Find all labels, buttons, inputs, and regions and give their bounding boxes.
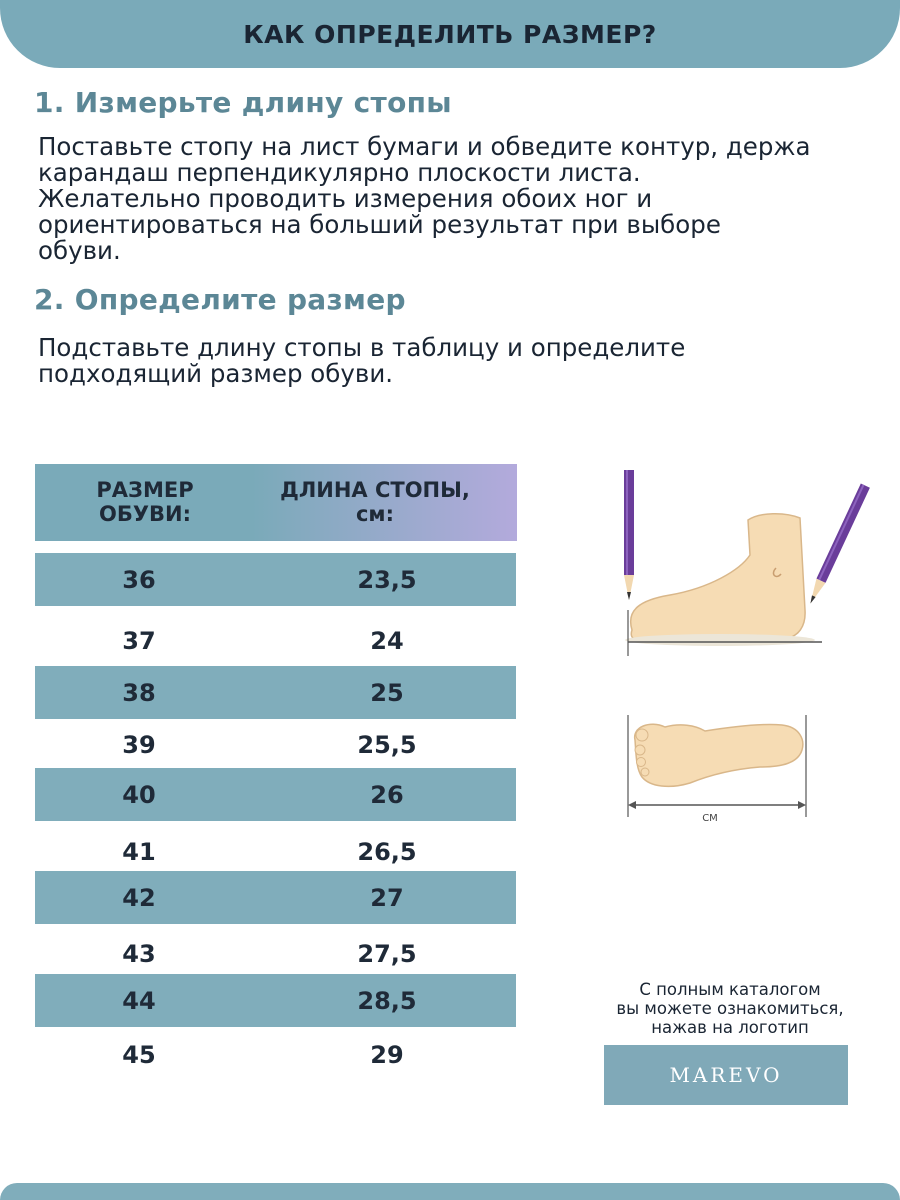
- foot-side-illustration: [600, 460, 870, 660]
- title-banner: [0, 0, 900, 68]
- step1-heading: 1. Измерьте длину стопы: [34, 86, 452, 119]
- marevo-logo-button[interactable]: [604, 1045, 848, 1105]
- table-row: [35, 553, 516, 606]
- shoe-size-cell: 38: [122, 678, 156, 707]
- logo-text: MAREVO: [669, 1063, 783, 1087]
- size-header-line: РАЗМЕР: [96, 478, 194, 502]
- table-row: [35, 871, 516, 924]
- shoe-size-cell: 45: [122, 1040, 156, 1069]
- shoe-size-cell: 36: [122, 565, 156, 594]
- size-table-header: [35, 464, 517, 541]
- step2-line: Подставьте длину стопы в таблицу и определите: [38, 333, 686, 362]
- length-column-header: [255, 478, 495, 526]
- table-row: [35, 927, 516, 980]
- length-header-line: ДЛИНА СТОПЫ,: [280, 478, 470, 502]
- shoe-size-cell: 40: [122, 780, 156, 809]
- shoe-size-cell: 41: [122, 837, 156, 866]
- table-row: [35, 768, 516, 821]
- step1-line: карандаш перпендикулярно плоскости листа.: [38, 158, 641, 187]
- shoe-size-cell: 44: [122, 986, 156, 1015]
- foot-length-cell: 23,5: [357, 565, 417, 594]
- foot-length-cell: 29: [370, 1040, 404, 1069]
- shoe-size-cell: 37: [122, 626, 156, 655]
- step1-line: Желательно проводить измерения обоих ног и: [38, 184, 653, 213]
- step1-text: [38, 134, 858, 264]
- foot-length-cell: 28,5: [357, 986, 417, 1015]
- foot-length-cell: 24: [370, 626, 404, 655]
- catalog-line: вы можете ознакомиться,: [616, 999, 844, 1018]
- step1-line: Поставьте стопу на лист бумаги и обведите контур, держа: [38, 132, 811, 161]
- step1-line: ориентироваться на больший результат при выборе: [38, 210, 721, 239]
- table-row: [35, 614, 516, 667]
- foot-top-shape: [635, 724, 803, 786]
- step2-heading: 2. Определите размер: [34, 283, 406, 316]
- foot-length-cell: 25: [370, 678, 404, 707]
- shoe-size-cell: 39: [122, 730, 156, 759]
- bottom-decor-bar: [0, 1183, 900, 1200]
- foot-length-cell: 27,5: [357, 939, 417, 968]
- page-title: КАК ОПРЕДЕЛИТЬ РАЗМЕР?: [243, 19, 657, 49]
- size-column-header: [75, 478, 215, 526]
- foot-side-shape: [631, 514, 805, 640]
- unit-label: СМ: [702, 813, 718, 824]
- size-header-line: ОБУВИ:: [98, 502, 192, 526]
- step2-text: [38, 335, 858, 387]
- foot-length-cell: 25,5: [357, 730, 417, 759]
- catalog-line: нажав на логотип: [651, 1018, 809, 1037]
- table-row: [35, 974, 516, 1027]
- shoe-size-cell: 42: [122, 883, 156, 912]
- foot-length-cell: 26: [370, 780, 404, 809]
- table-row: [35, 1028, 516, 1081]
- table-row: [35, 666, 516, 719]
- foot-top-illustration: [610, 705, 815, 830]
- shoe-size-cell: 43: [122, 939, 156, 968]
- table-row: [35, 718, 516, 771]
- foot-length-cell: 26,5: [357, 837, 417, 866]
- length-header-line: см:: [355, 502, 394, 526]
- step1-line: обуви.: [38, 236, 121, 265]
- step2-line: подходящий размер обуви.: [38, 359, 394, 388]
- catalog-line: С полным каталогом: [639, 980, 821, 999]
- catalog-note: [590, 980, 870, 1037]
- right-pencil-icon: [806, 484, 870, 606]
- left-pencil-icon: [624, 470, 634, 600]
- foot-length-cell: 27: [370, 883, 404, 912]
